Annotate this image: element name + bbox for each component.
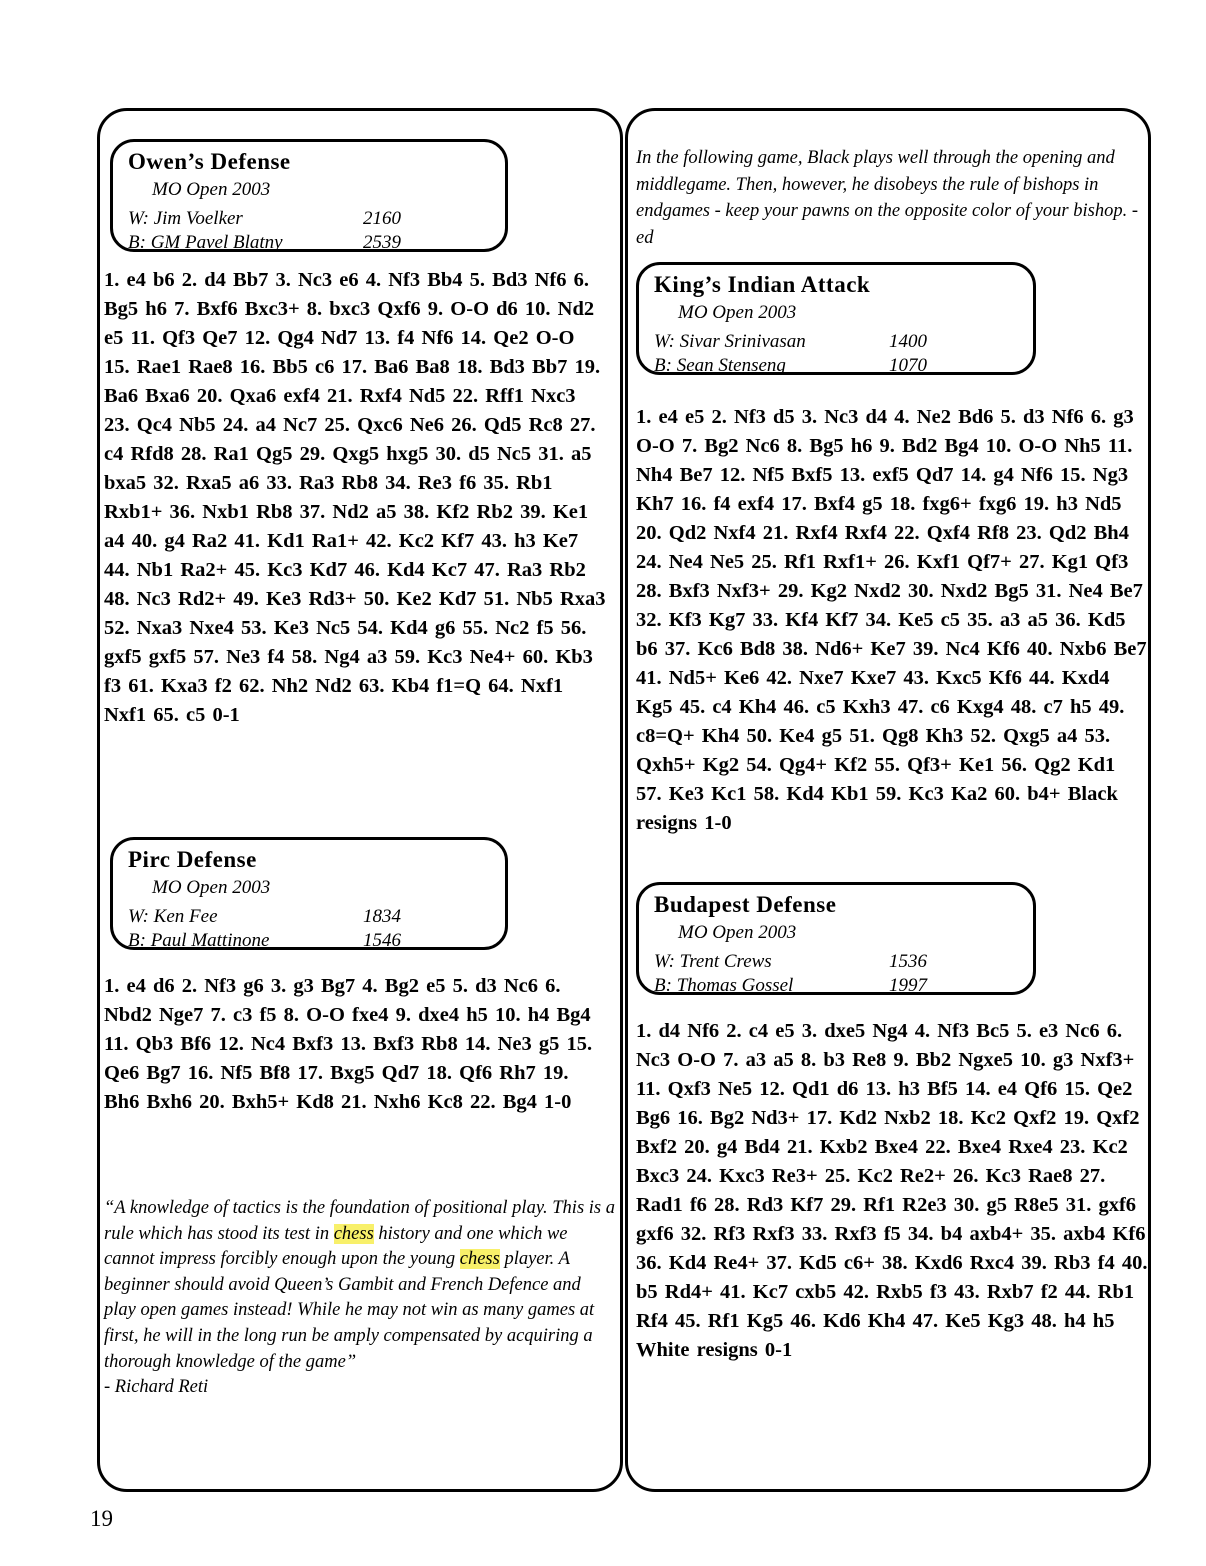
highlighted-word-chess-1: chess <box>333 1223 374 1244</box>
white-name: Jim Voelker <box>153 208 243 229</box>
game-header-budapest-defense <box>636 882 1036 995</box>
game-moves-pirc-defense: 1. e4 d6 2. Nf3 g6 3. g3 Bg7 4. Bg2 e5 5. d3 Nc6 6. Nbd2 Nge7 7. c3 f5 8. O-O fxe4 9. dxe4 h5 10. h4 Bg4 11. Qb3 Bf6 12. Nc4 Bxf3 13. Bxf3 Rb8 14. Ne3 g5 15. Qe6 Bg7 16. Nf5 Bf8 17. Bxg5 Qd7 18. Qf6 Rh7 19. Bh6 Bxh6 20. Bxh5+ Kd8 21. Nxh6 Kc8 22. Bg4 1-0 <box>104 975 593 1113</box>
opening-title: Budapest Defense <box>654 892 837 917</box>
event-name: MO Open 2003 <box>152 179 271 200</box>
game-moves-kings-indian-attack: 1. e4 e5 2. Nf3 d5 3. Nc3 d4 4. Ne2 Bd6 5. d3 Nf6 6. g3 O-O 7. Bg2 Nc6 8. Bg5 h6 9. Bd2 Bg4 10. O-O Nh5 11. Nh4 Be7 12. Nf5 Bxf5 13. exf5 Qd7 14. g4 Nf6 15. Ng3 Kh7 16. f4 exf4 17. Bxf4 g5 18. fxg6+ fxg6 19. h3 Nd5 20. Qd2 Nxf4 21. Rxf4 Rxf4 22. Qxf4 Rf8 23. Qd2 Bh4 24. Ne4 Ne5 25. Rf1 Rxf1+ 26. Kxf1 Qf7+ 27. Kg1 Qf3 28. Bxf3 Nxf3+ 29. Kg2 Nxd2 30. Nxd2 Bg5 31. Ne4 Be7 32. Kf3 Kg7 33. Kf4 Kf7 34. Ke5 c5 35. a3 a5 36. Kd5 b6 37. Kc6 Bd8 38. Nd6+ Ke7 39. Nc4 Kf6 40. Nxb6 Be7 41. Nd5+ Ke6 42. Nxe7 Kxe7 43. Kxc5 Kf6 44. Kxd4 Kg5 45. c4 Kh4 46. c5 Kxh3 47. c6 Kxg4 48. c7 h5 49. c8=Q+ Kh4 50. Ke4 g5 51. Qg8 Kh3 52. Qxg5 a4 53. Qxh5+ Kg2 54. Qg4+ Kf2 55. Qf3+ Ke1 56. Qg2 Kd1 57. Ke3 Kc1 58. Kd4 Kb1 59. Kc3 Ka2 60. b4+ Black resigns 1-0 <box>636 406 1147 834</box>
white-player-row <box>654 330 1033 354</box>
black-label: B: <box>128 232 146 253</box>
white-player-row <box>128 207 505 231</box>
game-header-owens-defense <box>110 139 508 252</box>
game-header-kings-indian-attack <box>636 262 1036 375</box>
white-rating: 2160 <box>363 208 401 229</box>
quote-text-part2: history and one which we cannot impress forcibly enough upon the young <box>104 1223 568 1270</box>
white-rating: 1536 <box>889 951 927 972</box>
black-name: Thomas Gossel <box>676 975 794 996</box>
white-label: W: <box>128 208 149 229</box>
black-name: Paul Mattinone <box>150 930 270 951</box>
white-label: W: <box>654 951 675 972</box>
black-rating: 1546 <box>363 930 401 951</box>
event-name: MO Open 2003 <box>152 877 271 898</box>
white-rating: 1834 <box>363 906 401 927</box>
black-label: B: <box>654 355 672 376</box>
white-name: Trent Crews <box>679 951 772 972</box>
black-rating: 2539 <box>363 232 401 253</box>
black-label: B: <box>654 975 672 996</box>
game-moves-owens-defense: 1. e4 b6 2. d4 Bb7 3. Nc3 e6 4. Nf3 Bb4 5. Bd3 Nf6 6. Bg5 h6 7. Bxf6 Bxc3+ 8. bxc3 Qxf6 9. O-O d6 10. Nd2 e5 11. Qf3 Qe7 12. Qg4 Nd7 13. f4 Nf6 14. Qe2 O-O 15. Rae1 Rae8 16. Bb5 c6 17. Ba6 Ba8 18. Bd3 Bb7 19. Ba6 Bxa6 20. Qxa6 exf4 21. Rxf4 Nd5 22. Rff1 Nxc3 23. Qc4 Nb5 24. a4 Nc7 25. Qxc6 Ne6 26. Qd5 Rc8 27. c4 Rfd8 28. Ra1 Qg5 29. Qxg5 hxg5 30. d5 Nc5 31. a5 bxa5 32. Rxa5 a6 33. Ra3 Rb8 34. Re3 f6 35. Rb1 Rxb1+ 36. Nxb1 Rb8 37. Nd2 a5 38. Kf2 Rb2 39. Ke1 a4 40. g4 Ra2 41. Kd1 Ra1+ 42. Kc2 Kf7 43. h3 Ke7 44. Nb1 Ra2+ 45. Kc3 Kd7 46. Kd4 Kc7 47. Ra3 Rb2 48. Nc3 Rd2+ 49. Ke3 Rd3+ 50. Ke2 Kd7 51. Nb5 Rxa3 52. Nxa3 Nxe4 53. Ke3 Nc5 54. Kd4 g6 55. Nc2 f5 56. gxf5 gxf5 57. Ne3 f4 58. Ng4 a3 59. Kc3 Ne4+ 60. Kb3 f3 61. Kxa3 f2 62. Nh2 Nd2 63. Kb4 f1=Q 64. Nxf1 Nxf1 65. c5 0-1 <box>104 269 606 726</box>
black-rating: 1997 <box>889 975 927 996</box>
event-name: MO Open 2003 <box>678 302 797 323</box>
white-player-row <box>128 905 505 929</box>
black-label: B: <box>128 930 146 951</box>
highlighted-word-chess-2: chess <box>459 1249 500 1270</box>
black-player-row <box>654 974 1033 998</box>
editor-note: In the following game, Black plays well through the opening and middlegame. Then, however, he disobeys the rule of bishops in endgames - keep your pawns on the opposite color of your bishop. -ed <box>636 148 1138 248</box>
white-name: Ken Fee <box>153 906 218 927</box>
quote-text-part3: player. A beginner should avoid Queen’s Gambit and French Defence and play open games instead! While he may not win as many games at first, he will in the long run be amply compensated by acquiring a thorough knowledge of the game” <box>104 1249 595 1372</box>
white-rating: 1400 <box>889 331 927 352</box>
white-player-row <box>654 950 1033 974</box>
black-name: GM Pavel Blatny <box>150 232 283 253</box>
game-header-pirc-defense <box>110 837 508 950</box>
game-moves-budapest-defense: 1. d4 Nf6 2. c4 e5 3. dxe5 Ng4 4. Nf3 Bc5 5. e3 Nc6 6. Nc3 O-O 7. a3 a5 8. b3 Re8 9. Bb2 Ngxe5 10. g3 Nxf3+ 11. Qxf3 Ne5 12. Qd1 d6 13. h3 Bf5 14. e4 Qf6 15. Qe2 Bg6 16. Bg2 Nd3+ 17. Kd2 Nxb2 18. Kc2 Qxf2 19. Qxf2 Bxf2 20. g4 Bd4 21. Kxb2 Bxe4 22. Bxe4 Rxe4 23. Kc2 Bxc3 24. Kxc3 Re3+ 25. Kc2 Re2+ 26. Kc3 Rae8 27. Rad1 f6 28. Rd3 Kf7 29. Rf1 R2e3 30. g5 R8e5 31. gxf6 gxf6 32. Rf3 Rxf3 33. Rxf3 f5 34. b4 axb4+ 35. axb4 Kf6 36. Kd4 Re4+ 37. Kd5 c6+ 38. Kxd6 Rxc4 39. Rb3 f4 40. b5 Rd4+ 41. Kc7 cxb5 42. Rxb5 f3 43. Rxb7 f2 44. Rb1 Rf4 45. Rf1 Kg5 46. Kd6 Kh4 47. Ke5 Kg3 48. h4 h5 White resigns 0-1 <box>636 1020 1148 1361</box>
black-player-row <box>128 231 505 255</box>
opening-title: King’s Indian Attack <box>654 272 871 297</box>
quote-attribution: - Richard Reti <box>104 1377 209 1398</box>
opening-title: Owen’s Defense <box>128 149 291 174</box>
white-label: W: <box>128 906 149 927</box>
page-number: 19 <box>90 1506 113 1531</box>
black-name: Sean Stenseng <box>676 355 786 376</box>
black-player-row <box>128 929 505 953</box>
event-name: MO Open 2003 <box>678 922 797 943</box>
white-label: W: <box>654 331 675 352</box>
chess-quote <box>104 1196 616 1401</box>
opening-title: Pirc Defense <box>128 847 257 872</box>
quote-text-part1: “A knowledge of tactics is the foundation of positional play. This is a rule which has stood its test in <box>104 1198 615 1244</box>
black-rating: 1070 <box>889 355 927 376</box>
white-name: Sivar Srinivasan <box>679 331 806 352</box>
black-player-row <box>654 354 1033 378</box>
